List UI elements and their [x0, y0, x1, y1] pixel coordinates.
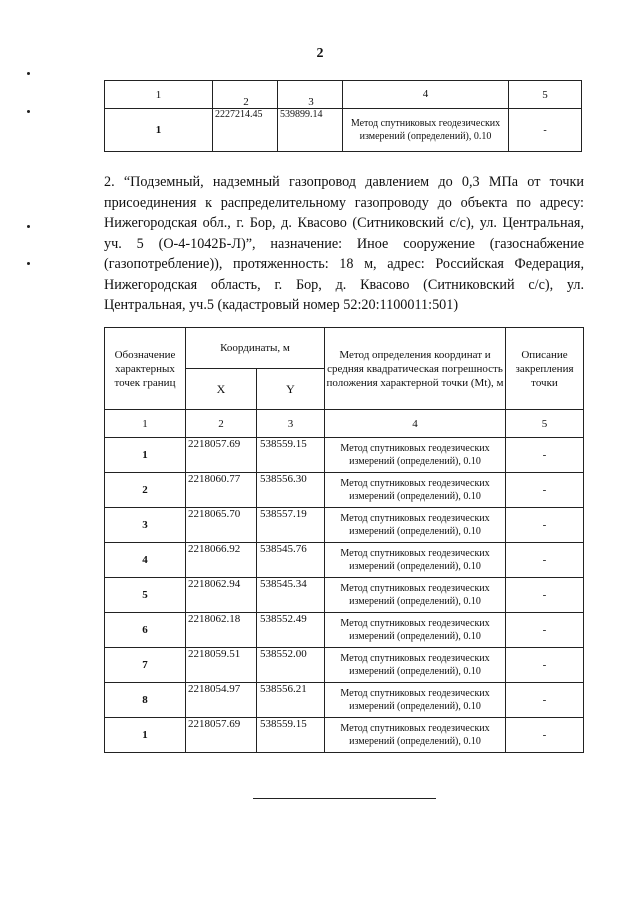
coord-x: 2218057.69: [186, 438, 257, 473]
coord-y: 538557.19: [257, 508, 325, 543]
coord-y: 539899.14: [278, 109, 343, 152]
table-index-row: [105, 410, 584, 438]
table-row: [105, 613, 584, 648]
description-cell: -: [506, 683, 584, 718]
header-designation: Обозначение характерных точек границ: [105, 328, 186, 410]
method-cell: Метод спутниковых геодезических измерений (определений), 0.10: [325, 473, 506, 508]
method-cell: Метод спутниковых геодезических измерений (определений), 0.10: [325, 613, 506, 648]
index-cell: 1: [105, 81, 213, 109]
coord-y: 538545.76: [257, 543, 325, 578]
point-id: 8: [105, 683, 186, 718]
table-row: [105, 718, 584, 753]
point-id: 7: [105, 648, 186, 683]
description-cell: -: [506, 613, 584, 648]
coord-x: 2218054.97: [186, 683, 257, 718]
description-cell: -: [506, 578, 584, 613]
table-body: [105, 438, 584, 753]
coord-y: 538556.21: [257, 683, 325, 718]
index-cell: 2: [186, 410, 257, 438]
method-cell: Метод спутниковых геодезических измерений (определений), 0.10: [325, 438, 506, 473]
end-rule: [253, 798, 436, 799]
coord-x: 2227214.45: [213, 109, 278, 152]
table-row: [105, 438, 584, 473]
coord-y: 538556.30: [257, 473, 325, 508]
coordinates-table-continued: [104, 80, 582, 152]
point-id: 3: [105, 508, 186, 543]
coord-x: 2218062.18: [186, 613, 257, 648]
header-x: X: [186, 369, 257, 410]
scan-mark: [27, 72, 30, 75]
method-cell: Метод спутниковых геодезических измерений (определений), 0.10: [343, 109, 509, 152]
object-description-paragraph: 2. “Подземный, надземный газопровод давлением до 0,3 МПа от точки присоединения к распределительному газопроводу до объекта по адресу: Нижегородская обл., г. Бор, д. Квасово (Ситниковский с/с), ул. Центральная, уч. 5 (О-4-1042Б-Л)”, назначение: Иное сооружение (газоснабжение (газопотребление)), протяженность: 18 м, адрес: Российская Федерация, Нижегородская область, г. Бор, д. Квасово (Ситниковский с/с), ул. Центральная, уч.5 (кадастровый номер 52:20:1100011:501): [104, 174, 584, 313]
table-row: [105, 648, 584, 683]
description-cell: -: [506, 438, 584, 473]
header-coordinates: Координаты, м: [186, 328, 325, 369]
coord-x: 2218065.70: [186, 508, 257, 543]
table-row: [105, 543, 584, 578]
scan-mark: [27, 225, 30, 228]
coord-y: 538545.34: [257, 578, 325, 613]
description-cell: -: [506, 718, 584, 753]
index-cell: 3: [257, 410, 325, 438]
index-cell: 4: [343, 81, 509, 109]
method-cell: Метод спутниковых геодезических измерений (определений), 0.10: [325, 683, 506, 718]
index-cell: 3: [278, 81, 343, 109]
description-cell: -: [506, 508, 584, 543]
table-index-row: [105, 81, 582, 109]
table-row: [105, 508, 584, 543]
coord-y: 538552.00: [257, 648, 325, 683]
coordinates-table: [104, 327, 584, 753]
description-cell: -: [509, 109, 582, 152]
header-method: Метод определения координат и средняя квадратическая погрешность положения характерной точки (Mt), м: [325, 328, 506, 410]
coord-x: 2218060.77: [186, 473, 257, 508]
description-cell: -: [506, 543, 584, 578]
coord-x: 2218066.92: [186, 543, 257, 578]
scan-mark: [27, 110, 30, 113]
index-cell: 5: [506, 410, 584, 438]
point-id: 6: [105, 613, 186, 648]
coord-y: 538559.15: [257, 438, 325, 473]
method-cell: Метод спутниковых геодезических измерений (определений), 0.10: [325, 578, 506, 613]
coord-y: 538552.49: [257, 613, 325, 648]
point-id: 5: [105, 578, 186, 613]
coord-x: 2218062.94: [186, 578, 257, 613]
description-cell: -: [506, 648, 584, 683]
index-cell: 4: [325, 410, 506, 438]
index-cell: 2: [213, 81, 278, 109]
method-cell: Метод спутниковых геодезических измерений (определений), 0.10: [325, 718, 506, 753]
table-row: [105, 109, 582, 152]
method-cell: Метод спутниковых геодезических измерений (определений), 0.10: [325, 508, 506, 543]
table-header-row: [105, 328, 584, 369]
coord-x: 2218059.51: [186, 648, 257, 683]
point-id: 1: [105, 438, 186, 473]
point-id: 2: [105, 473, 186, 508]
page-number: 2: [316, 46, 324, 61]
table-row: [105, 473, 584, 508]
scan-mark: [27, 262, 30, 265]
point-id: 1: [105, 718, 186, 753]
coord-x: 2218057.69: [186, 718, 257, 753]
index-cell: 5: [509, 81, 582, 109]
table-row: [105, 578, 584, 613]
point-id: 1: [105, 109, 213, 152]
header-y: Y: [257, 369, 325, 410]
method-cell: Метод спутниковых геодезических измерений (определений), 0.10: [325, 543, 506, 578]
point-id: 4: [105, 543, 186, 578]
header-description: Описание закрепления точки: [506, 328, 584, 410]
description-cell: -: [506, 473, 584, 508]
method-cell: Метод спутниковых геодезических измерений (определений), 0.10: [325, 648, 506, 683]
index-cell: 1: [105, 410, 186, 438]
coord-y: 538559.15: [257, 718, 325, 753]
table-row: [105, 683, 584, 718]
